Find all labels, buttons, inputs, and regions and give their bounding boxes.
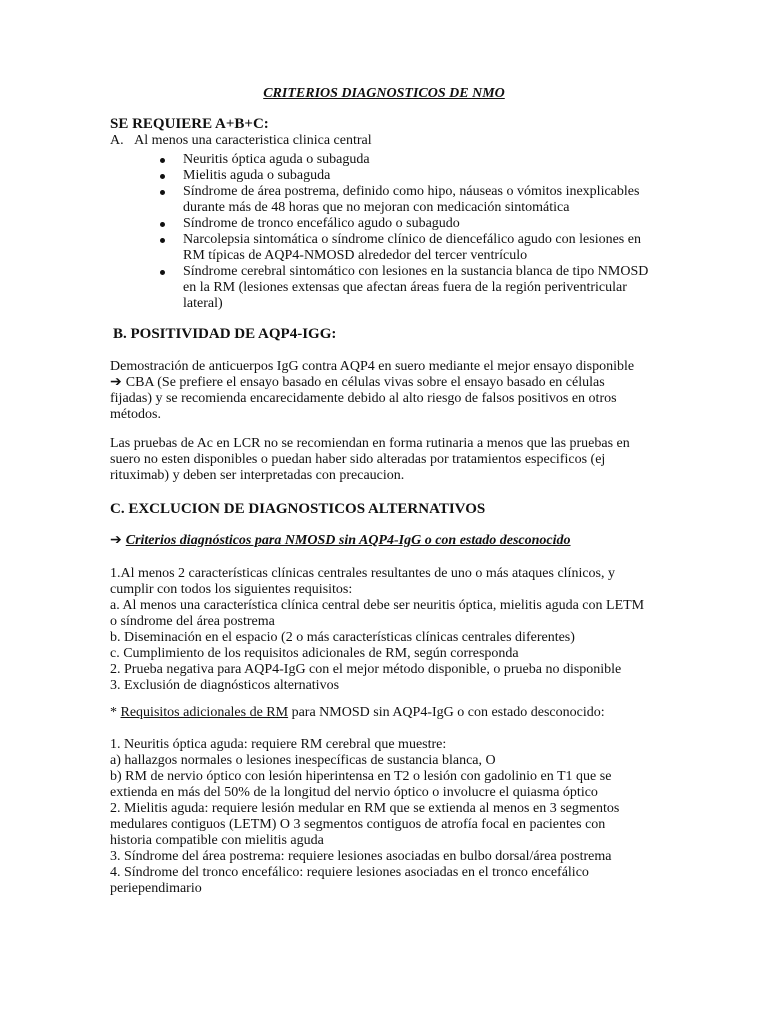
paragraph-line: ➔ CBA (Se prefiere el ensayo basado en células vivas sobre el ensayo basado en células — [110, 375, 605, 390]
list-item-line: historia compatible con mielitis aguda — [110, 833, 324, 848]
list-item-line: 3. Síndrome del área postrema: requiere lesiones asociadas en bulbo dorsal/área postrema — [110, 849, 612, 864]
arrow-right-icon: ➔ — [110, 533, 122, 548]
paragraph-line: Las pruebas de Ac en LCR no se recomiendan en forma rutinaria a menos que las pruebas en — [110, 436, 630, 451]
rm-requirements-heading: * Requisitos adicionales de RM para NMOSD sin AQP4-IgG o con estado desconocido: — [110, 705, 605, 720]
paragraph-line: suero no esten disponibles o puedan haber sido alteradas por tratamientos especificos (ej — [110, 452, 606, 467]
arrow-right-icon: ➔ — [110, 375, 122, 390]
list-item-line: medulares contiguos (LETM) O 3 segmentos contiguos de atrofía focal en pacientes con — [110, 817, 606, 832]
bullet-icon — [160, 270, 165, 275]
list-item-line: 2. Mielitis aguda: requiere lesión medular en RM que se extienda al menos en 3 segmentos — [110, 801, 620, 816]
list-item-line: Neuritis óptica aguda o subaguda — [183, 152, 370, 167]
list-item-line: 3. Exclusión de diagnósticos alternativos — [110, 678, 340, 693]
document-title: CRITERIOS DIAGNOSTICOS DE NMO — [263, 86, 505, 101]
list-item-line: a) hallazgos normales o lesiones inespecíficas de sustancia blanca, O — [110, 753, 496, 768]
bullet-icon — [160, 238, 165, 243]
bullet-icon — [160, 174, 165, 179]
section-a-heading: SE REQUIERE A+B+C: — [110, 116, 269, 132]
list-item-line: b. Diseminación en el espacio (2 o más características clínicas centrales diferentes) — [110, 630, 575, 645]
list-item-line: RM típicas de AQP4-NMOSD alrededor del tercer ventrículo — [183, 248, 528, 263]
paragraph-line: métodos. — [110, 407, 161, 422]
paragraph-line: rituximab) y deben ser interpretadas con precaucion. — [110, 468, 405, 483]
section-c-heading: C. EXCLUCION DE DIAGNOSTICOS ALTERNATIVOS — [110, 501, 486, 517]
list-item-line: 1.Al menos 2 características clínicas centrales resultantes de uno o más ataques clínicos, y — [110, 566, 615, 581]
paragraph-line: fijadas) y se recomienda encarecidamente debido al alto riesgo de falsos positivos en otros — [110, 391, 617, 406]
list-item-line: Síndrome cerebral sintomático con lesiones en la sustancia blanca de tipo NMOSD — [183, 264, 649, 279]
list-item-line: Síndrome de área postrema, definido como hipo, náuseas o vómitos inexplicables — [183, 184, 640, 199]
list-item-line: Narcolepsia sintomática o síndrome clínico de diencefálico agudo con lesiones en — [183, 232, 641, 247]
list-item-line: extienda en más del 50% de la longitud del nervio óptico o involucre el quiasma óptico — [110, 785, 598, 800]
list-item-line: durante más de 48 horas que no mejoran con medicación sintomática — [183, 200, 570, 215]
list-item-line: 1. Neuritis óptica aguda: requiere RM cerebral que muestre: — [110, 737, 447, 752]
list-item-line: lateral) — [183, 296, 223, 311]
list-item-line: 2. Prueba negativa para AQP4-IgG con el mejor método disponible, o prueba no disponible — [110, 662, 622, 677]
section-a-text: Al menos una caracteristica clinica central — [134, 133, 372, 148]
section-c-list-1 — [110, 566, 670, 694]
list-item-line: a. Al menos una característica clínica central debe ser neuritis óptica, mielitis aguda con LETM — [110, 598, 645, 613]
section-a-label: A. — [110, 133, 124, 148]
section-c-subheading-text: Criterios diagnósticos para NMOSD sin AQP4-IgG o con estado desconocido — [125, 533, 571, 548]
section-c-subheading — [110, 533, 670, 549]
paragraph-line: Demostración de anticuerpos IgG contra AQP4 en suero mediante el mejor ensayo disponible — [110, 359, 635, 374]
list-item-line: periependimario — [110, 881, 202, 896]
bullet-icon — [160, 222, 165, 227]
list-item-line: o síndrome del área postrema — [110, 614, 275, 629]
list-item-line: Mielitis aguda o subaguda — [183, 168, 331, 183]
list-item-line: c. Cumplimiento de los requisitos adicionales de RM, según corresponda — [110, 646, 519, 661]
section-b-heading: B. POSITIVIDAD DE AQP4-IGG: — [113, 326, 337, 342]
list-item-line: 4. Síndrome del tronco encefálico: requiere lesiones asociadas en el tronco encefálico — [110, 865, 589, 880]
section-b-paragraph-2 — [110, 436, 670, 484]
list-item-line: Síndrome de tronco encefálico agudo o subagudo — [183, 216, 460, 231]
list-item-line: en la RM (lesiones extensas que afectan áreas fuera de la región periventricular — [183, 280, 627, 295]
section-b-paragraph-1 — [110, 359, 670, 423]
list-item-line: cumplir con todos los siguientes requisitos: — [110, 582, 353, 597]
list-item-line: b) RM de nervio óptico con lesión hiperintensa en T2 o lesión con gadolinio en T1 que se — [110, 769, 612, 784]
bullet-icon — [160, 190, 165, 195]
section-a-intro — [110, 133, 670, 149]
section-c-list-2 — [110, 737, 670, 897]
rm-requirements-link-text: Requisitos adicionales de RM — [120, 705, 289, 720]
bullet-icon — [160, 158, 165, 163]
